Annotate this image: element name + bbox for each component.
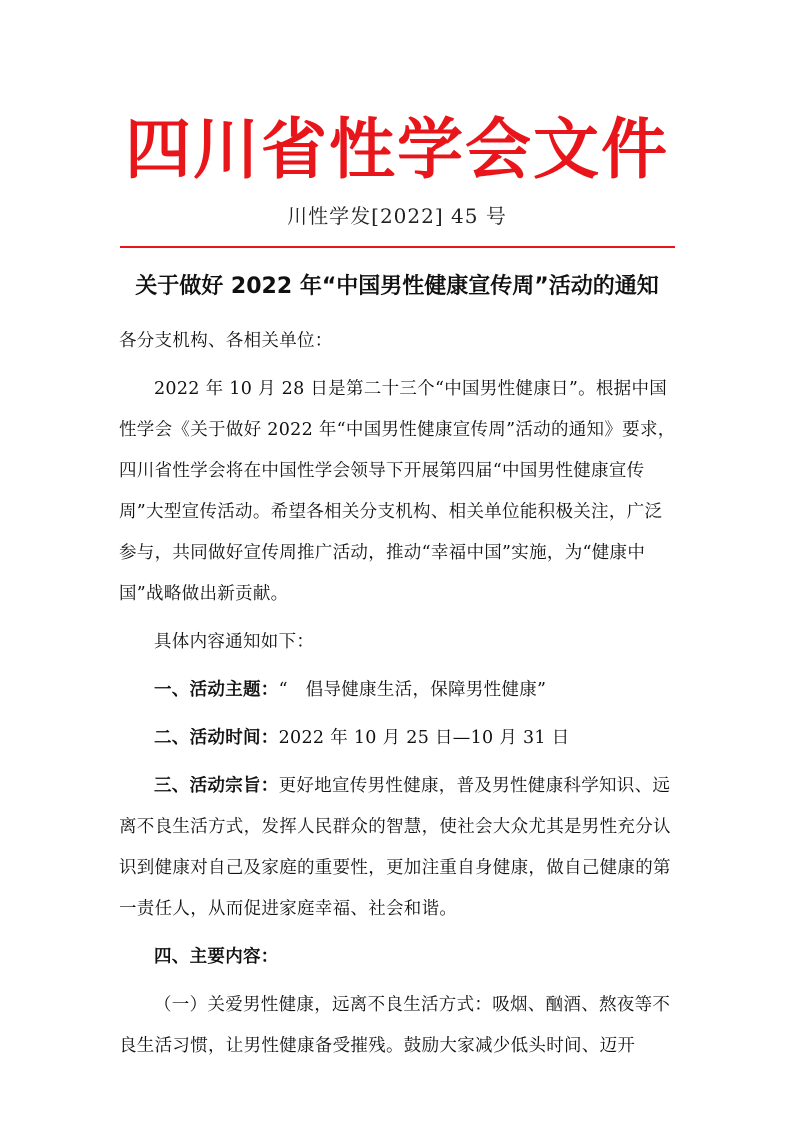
section-time-label: 二、活动时间： xyxy=(154,728,279,748)
section-theme-label: 一、活动主题： xyxy=(154,680,279,700)
content-item-1: （一）关爱男性健康，远离不良生活方式：吸烟、酗酒、熬夜等不良生活习惯，让男性健康备受摧残。鼓励大家减少低头时间、迈开 xyxy=(119,995,671,1056)
salutation: 各分支机构、各相关单位： xyxy=(119,331,333,351)
notice-title: 关于做好 2022 年“中国男性健康宣传周”活动的通知 xyxy=(135,274,659,299)
notice-body xyxy=(119,321,679,1067)
intro-paragraph: 2022 年 10 月 28 日是第二十三个“中国男性健康日”。根据中国性学会《关于做好 2022 年“中国男性健康宣传周”活动的通知》要求，四川省性学会将在中国性学会领导下开展第四届“中国男性健康宣传周”大型宣传活动。希望各相关分支机构、相关单位能积极关注，广泛参与，共同做好宣传周推广活动，推动“幸福中国”实施，为“健康中国”战略做出新贡献。 xyxy=(119,379,676,604)
section-purpose-label: 三、活动宗旨： xyxy=(154,776,279,796)
details-lead: 具体内容通知如下： xyxy=(154,632,315,652)
red-divider-line xyxy=(120,246,675,248)
section-content xyxy=(119,937,679,978)
section-time-text: 2022 年 10 月 25 日—10 月 31 日 xyxy=(278,728,570,748)
section-theme-text: “ 倡导健康生活，保障男性健康” xyxy=(278,680,547,700)
section-time xyxy=(119,718,679,759)
section-purpose-text: 更好地宣传男性健康，普及男性健康科学知识、远离不良生活方式，发挥人民群众的智慧，使社会大众尤其是男性充分认识到健康对自己及家庭的重要性，更加注重自身健康，做自己健康的第一责任人，从而促进家庭幸福、社会和谐。 xyxy=(119,776,671,919)
document-number: 川性学发[2022] 45 号 xyxy=(287,204,507,228)
org-masthead-title: 四川省性学会文件 xyxy=(125,111,669,188)
section-theme xyxy=(119,670,679,711)
section-purpose xyxy=(119,766,679,930)
section-content-label: 四、主要内容： xyxy=(154,947,279,967)
